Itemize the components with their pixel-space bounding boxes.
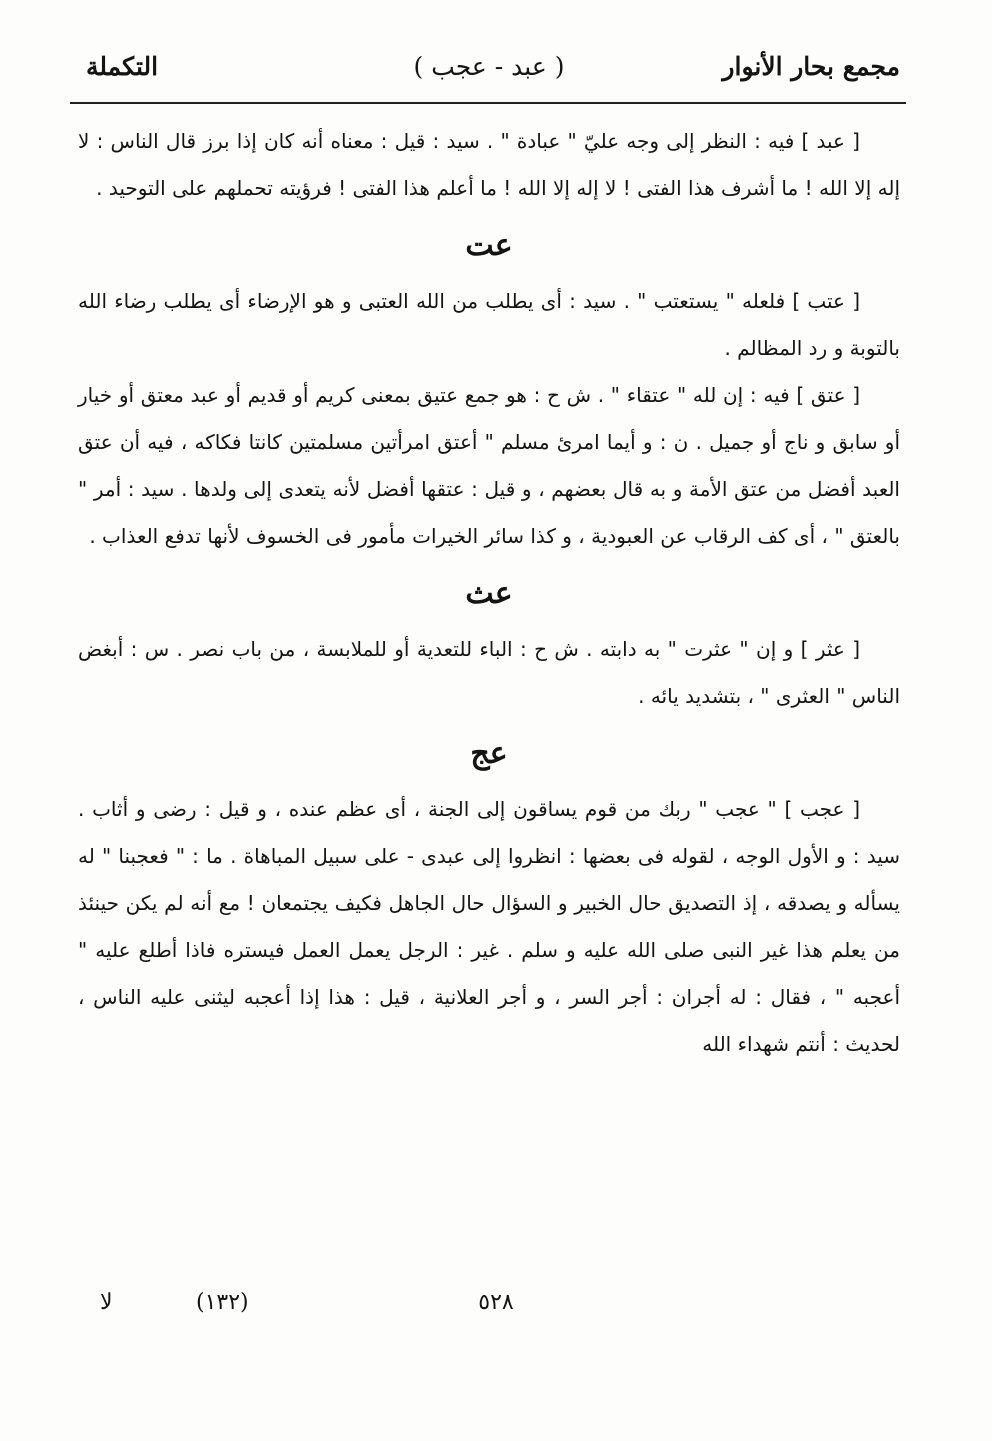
entry-paragraph: [ عتب ] فلعله " يستعتب " . سيد : أى يطلب من الله العتبى و هو الإرضاء أى يطلب رضاء الله بالتوبة و رد المظالم . xyxy=(78,289,900,360)
section-heading: عت xyxy=(465,228,513,263)
section-heading: عج xyxy=(470,736,508,771)
header-rule xyxy=(70,102,906,104)
section-name: التكملة xyxy=(86,52,159,81)
section-heading: عث xyxy=(465,576,513,611)
book-title: مجمع بحار الأنوار xyxy=(722,52,900,81)
page-header xyxy=(78,44,900,96)
page-body xyxy=(78,118,900,1068)
entry-paragraph: [ عجب ] " عجب " ربك من قوم يساقون إلى الجنة ، أى عظم عنده ، و قيل : رضى و أثاب . سيد : و الأول الوجه ، لقوله فى بعضها : انظروا إلى عبدى - على سبيل المباهاة . ما : " فعجبنا " له يسأله و يصدقه ، إذ التصديق حال الخبير و السؤال حال الجاهل فكيف يجتمعان ! مع أنه لم يكن حينئذ من يعلم هذا غير النبى صلى الله عليه و سلم . غير : الرجل يعمل العمل فيستره فاذا أطلع عليه " أعجبه " ، فقال : له أجران : أجر السر ، و أجر العلانية ، قيل : هذا إذا أعجبه ليثنى عليه الناس ، لحديث : أنتم شهداء الله xyxy=(78,797,900,1056)
entry-paragraph: [ عبد ] فيه : النظر إلى وجه عليّ " عبادة " . سيد : قيل : معناه أنه كان إذا برز قال الناس : لا إله إلا الله ! ما أشرف هذا الفتى ! لا إله إلا الله ! ما أعلم هذا الفتى ! فرؤيته تحملهم على التوحيد . xyxy=(78,129,900,200)
catchword: لا xyxy=(100,1290,113,1315)
entry-paragraph: [ عثر ] و إن " عثرت " به دابته . ش ح : الباء للتعدية أو للملابسة ، من باب نصر . س : أبغض الناس " العثرى " ، بتشديد يائه . xyxy=(78,637,900,708)
entry-paragraph: [ عتق ] فيه : إن لله " عتقاء " . ش ح : هو جمع عتيق بمعنى كريم أو قديم أو عبد معتق أو خيار أو سابق و ناج أو جميل . ن : و أيما امرئ مسلم " أعتق امرأتين مسلمتين كانتا فكاكه ، فيه أن عتق العبد أفضل من عتق الأمة و به قال بعضهم ، و قيل : عتقها أفضل لأنه يتعدى إلى ولدها . سيد : أمر " بالعتق " ، أى كف الرقاب عن العبودية ، و كذا سائر الخيرات مأمور فى الخسوف لأنها تدفع العذاب . xyxy=(78,383,900,548)
entry-range: ( عبد - عجب ) xyxy=(413,52,565,81)
page-number: ٥٢٨ xyxy=(478,1290,514,1315)
page-footer xyxy=(100,1290,892,1330)
signature-mark: (١٣٢) xyxy=(196,1290,249,1315)
